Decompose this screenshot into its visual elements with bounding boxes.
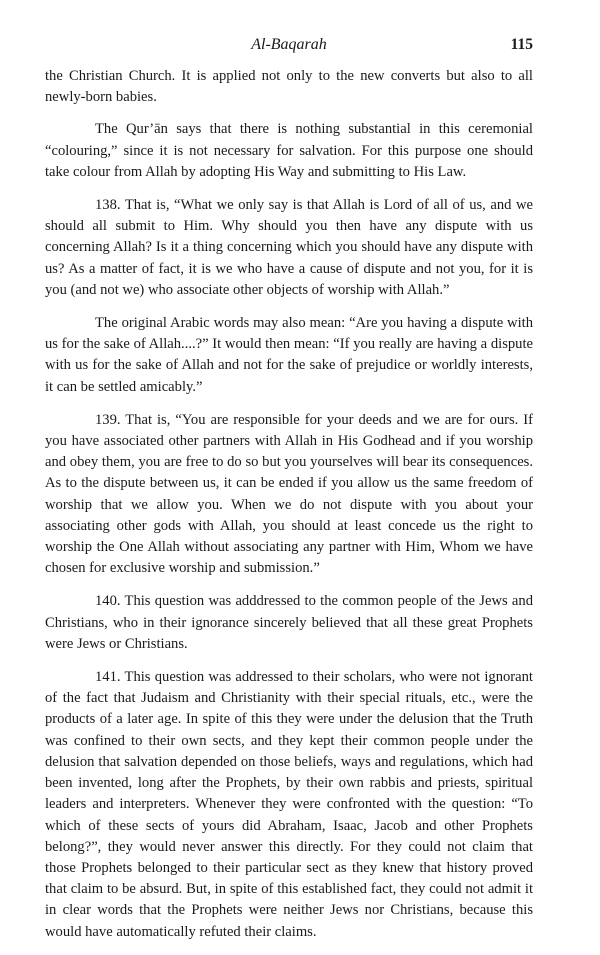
paragraph-continuation: the Christian Church. It is applied not only to the new converts but also to all newly-born babies. bbox=[45, 68, 533, 106]
page-number: 115 bbox=[510, 36, 533, 53]
running-header bbox=[45, 36, 533, 56]
running-title: Al-Baqarah bbox=[251, 36, 327, 53]
paragraph-note-140: 140. This question was adddressed to the common people of the Jews and Christians, who in their ignorance sincerely believed that all these great Prophets were Jews or Christians. bbox=[45, 593, 533, 652]
paragraph-note-141: 141. This question was addressed to their scholars, who were not ignorant of the fact that Judaism and Christianity with their special rituals, etc., were the products of a later age. In spite of this they were under the delusion that the Truth was confined to their own sects, and they kept their common people under the delusion that salvation depended on those beliefs, ways and regulations, which had been invented, long after the Prophets, by their own rabbis and priests, spiritual leaders and interpreters. Whenever they were confronted with the question: “To which of these sects of yours did Abraham, Isaac, Jacob and other Prophets belong?”, they would never answer this directly. For they could not claim that those Prophets belonged to their particular sect as they knew that history proved that claim to be absurd. But, in spite of this established fact, they could not admit it in clear words that the Prophets were neither Jews nor Christians, because this would have automatically refuted their claims. bbox=[45, 669, 533, 940]
paragraph-note-138: 138. That is, “What we only say is that Allah is Lord of all of us, and we should all submit to Him. Why should you then have any dispute with us concerning Allah? Is it a thing concerning which you should have any dispute with us? As a matter of fact, it is we who have a cause of dispute and not you, for it is you (and not we) who associate other objects of worship with Allah.” bbox=[45, 197, 533, 298]
paragraph-note-139: 139. That is, “You are responsible for your deeds and we are for ours. If you have associated other partners with Allah in His Godhead and if you worship and obey them, you are free to do so but you yourselves will bear its consequences. As to the dispute between us, it can be ended if you allow us the same freedom of worship that we allow you. When we do not dispute with you about your associating other gods with Allah, you should at least concede us the right to worship the One Allah without associating any partner with Him, Whom we have chosen for exclusive worship and submission.” bbox=[45, 411, 533, 577]
paragraph-arabic-meaning: The original Arabic words may also mean: “Are you having a dispute with us for the sake of Allah....?” It would then mean: “If you really are having a dispute with us for the sake of Allah and not for the sake of prejudice or worldly interests, it can be settled amicably.” bbox=[45, 315, 533, 395]
page-body bbox=[45, 66, 533, 955]
paragraph-quran-colouring: The Qur’ān says that there is nothing substantial in this ceremonial “colouring,” since it is not necessary for salvation. For this purpose one should take colour from Allah by adopting His Way and submitting to His Law. bbox=[45, 121, 533, 180]
